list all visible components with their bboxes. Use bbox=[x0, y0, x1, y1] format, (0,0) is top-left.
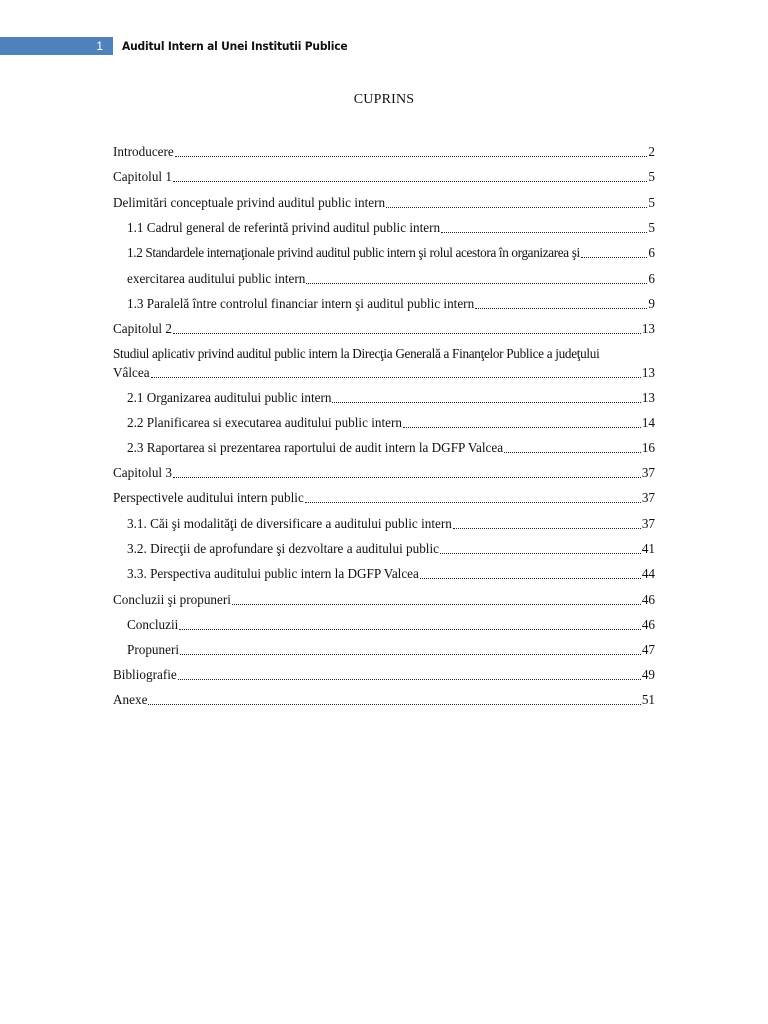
toc-entry[interactable] bbox=[127, 242, 655, 264]
toc-entry[interactable] bbox=[113, 589, 655, 611]
leader-dots bbox=[173, 333, 641, 334]
leader-dots bbox=[232, 604, 641, 605]
toc-entry-label: Anexe bbox=[113, 692, 148, 707]
toc-entry[interactable] bbox=[113, 487, 655, 509]
toc-entry-page: 37 bbox=[641, 490, 655, 505]
toc-entry-page: 13 bbox=[641, 390, 655, 405]
toc-entry[interactable] bbox=[113, 318, 655, 340]
toc-entry[interactable] bbox=[127, 293, 655, 315]
toc-entry[interactable] bbox=[127, 217, 655, 239]
toc-entry-page: 37 bbox=[641, 465, 655, 480]
toc-entry-label: Bibliografie bbox=[113, 667, 177, 682]
toc-entry[interactable] bbox=[127, 412, 655, 434]
toc-entry-label: Capitolul 1 bbox=[113, 169, 172, 184]
leader-dots bbox=[441, 232, 647, 233]
leader-dots bbox=[440, 553, 641, 554]
leader-dots bbox=[179, 629, 641, 630]
toc-entry[interactable] bbox=[113, 689, 655, 711]
leader-dots bbox=[420, 578, 641, 579]
page-number: 1 bbox=[96, 39, 103, 53]
toc-entry-page: 2 bbox=[648, 144, 655, 159]
toc-entry-label: Perspectivele auditului intern public bbox=[113, 490, 304, 505]
toc-entry[interactable] bbox=[127, 513, 655, 535]
toc-entry-page: 6 bbox=[648, 271, 655, 286]
toc-entry-label: exercitarea auditului public intern bbox=[127, 271, 306, 286]
toc-entry-page: 16 bbox=[641, 440, 655, 455]
toc-entry-page: 41 bbox=[641, 541, 655, 556]
leader-dots bbox=[403, 427, 641, 428]
toc-entry[interactable] bbox=[127, 614, 655, 636]
toc-entry-label: 1.2 Standardele internaţionale privind auditul public intern şi rolul acestora în organizarea şi bbox=[127, 245, 580, 260]
toc-entry[interactable] bbox=[113, 664, 655, 686]
toc-entry-label: 2.2 Planificarea si executarea auditului public intern bbox=[127, 415, 402, 430]
leader-dots bbox=[332, 402, 640, 403]
toc-entry-label: Introducere bbox=[113, 144, 174, 159]
leader-dots bbox=[173, 477, 641, 478]
leader-dots bbox=[306, 283, 647, 284]
toc-entry-label: 3.3. Perspectiva auditului public intern la DGFP Valcea bbox=[127, 566, 419, 581]
leader-dots bbox=[180, 654, 641, 655]
toc-entry-label: 2.1 Organizarea auditului public intern bbox=[127, 390, 332, 405]
toc-entry[interactable] bbox=[113, 166, 655, 188]
toc-entry[interactable] bbox=[127, 563, 655, 585]
leader-dots bbox=[305, 502, 641, 503]
toc-entry[interactable] bbox=[127, 538, 655, 560]
toc-entry[interactable] bbox=[127, 268, 655, 290]
leader-dots bbox=[504, 452, 641, 453]
leader-dots bbox=[173, 181, 647, 182]
toc-entry-page: 13 bbox=[641, 365, 655, 380]
leader-dots bbox=[175, 156, 648, 157]
toc-entry-label: Concluzii bbox=[127, 617, 179, 632]
toc-entry-label: 1.1 Cadrul general de referintă privind auditul public intern bbox=[127, 220, 441, 235]
toc-entry-label: Concluzii şi propuneri bbox=[113, 592, 231, 607]
toc-entry-label: 3.2. Direcţii de aprofundare şi dezvoltare a auditului public bbox=[127, 541, 439, 556]
toc-entry[interactable] bbox=[113, 141, 655, 163]
toc-entry[interactable] bbox=[127, 387, 655, 409]
toc-entry-label: Vâlcea bbox=[113, 365, 150, 380]
toc-entry-label: Capitolul 3 bbox=[113, 465, 172, 480]
toc-entry-label: Propuneri bbox=[127, 642, 180, 657]
leader-dots bbox=[151, 377, 641, 378]
toc-entry[interactable] bbox=[113, 192, 655, 214]
leader-dots bbox=[178, 679, 641, 680]
toc-entry-label-line1: Studiul aplicativ privind auditul public intern la Direcţia Generală a Finanţelor Publice a judeţului bbox=[113, 346, 600, 361]
toc-entry-label: 3.1. Căi şi modalităţi de diversificare a auditului public intern bbox=[127, 516, 452, 531]
toc-entry[interactable] bbox=[127, 437, 655, 459]
toc-entry-page: 6 bbox=[648, 245, 655, 260]
leader-dots bbox=[475, 308, 647, 309]
toc-entry[interactable] bbox=[127, 639, 655, 661]
leader-dots bbox=[453, 528, 641, 529]
toc-entry-label: Delimitări conceptuale privind auditul public intern bbox=[113, 195, 386, 210]
toc-entry-label: Capitolul 2 bbox=[113, 321, 172, 336]
toc-entry-page: 49 bbox=[641, 667, 655, 682]
toc-entry[interactable] bbox=[113, 462, 655, 484]
leader-dots bbox=[148, 704, 640, 705]
leader-dots bbox=[386, 207, 647, 208]
toc-entry-page: 51 bbox=[641, 692, 655, 707]
toc-entry-page: 5 bbox=[648, 169, 655, 184]
toc-entry-page: 37 bbox=[641, 516, 655, 531]
leader-dots bbox=[581, 257, 648, 258]
toc-entry-page: 46 bbox=[641, 592, 655, 607]
toc-title: CUPRINS bbox=[353, 92, 415, 107]
toc-entry-page: 5 bbox=[648, 195, 655, 210]
toc-entry-page: 14 bbox=[641, 415, 655, 430]
toc-entry-page: 9 bbox=[648, 296, 655, 311]
toc-entry-label: 2.3 Raportarea si prezentarea raportului de audit intern la DGFP Valcea bbox=[127, 440, 504, 455]
toc-entry-page: 44 bbox=[641, 566, 655, 581]
toc-entry-page: 13 bbox=[641, 321, 655, 336]
toc-entry[interactable] bbox=[113, 362, 655, 384]
toc-entry-page: 5 bbox=[648, 220, 655, 235]
header-title: Auditul Intern al Unei Institutii Publice bbox=[122, 39, 348, 53]
toc-entry-page: 47 bbox=[641, 642, 655, 657]
toc-entry-label: 1.3 Paralelă între controlul financiar intern şi auditul public intern bbox=[127, 296, 475, 311]
toc-entry-page: 46 bbox=[641, 617, 655, 632]
